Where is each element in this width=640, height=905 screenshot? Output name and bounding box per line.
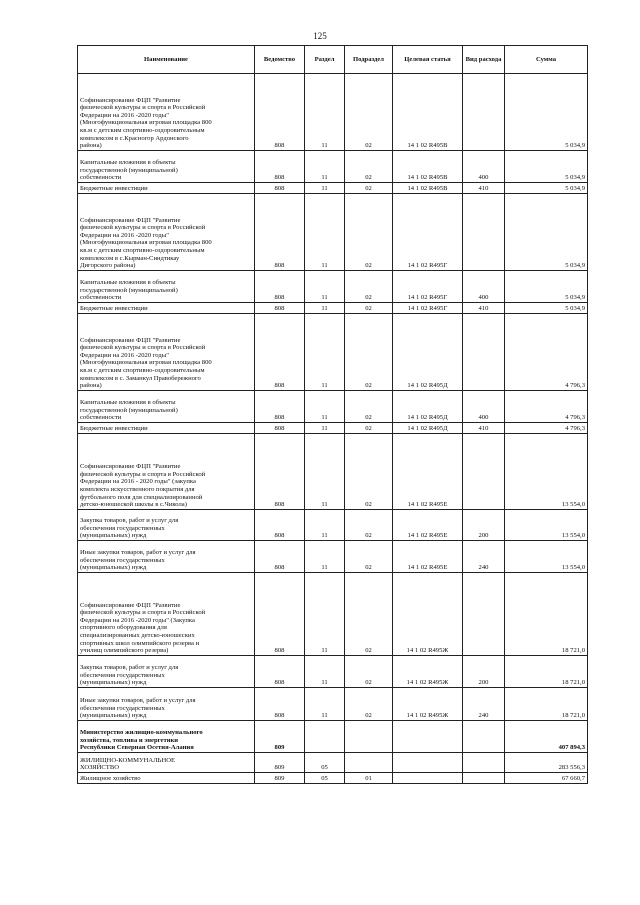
cell-department: 808 xyxy=(255,434,305,510)
cell-section: 11 xyxy=(305,314,345,391)
cell-department: 808 xyxy=(255,183,305,194)
cell-name: Иные закупки товаров, работ и услуг для обеспечения государственных (муниципальных) нужд xyxy=(78,541,255,573)
cell-name: Жилищное хозяйство xyxy=(78,773,255,784)
cell-department: 808 xyxy=(255,303,305,314)
cell-target-article: 14 1 02 R495Е xyxy=(393,510,463,541)
cell-amount: 5 034,9 xyxy=(505,271,588,303)
cell-amount: 13 554,0 xyxy=(505,541,588,573)
cell-section: 11 xyxy=(305,151,345,183)
cell-name: Софинансирование ФЦП "Развитие физической культуры и спорта в Российской Федерации на 2016 -2020 годы" (Многофункциональная игровая площадка 800 кв.м с детским спортивно-оздоровительным комплексом в с.Красногор Ардонского района) xyxy=(78,74,255,151)
header-department: Ведомство xyxy=(255,46,305,74)
cell-subsection: 02 xyxy=(345,688,393,721)
cell-subsection: 02 xyxy=(345,434,393,510)
cell-section: 05 xyxy=(305,753,345,773)
cell-target-article: 14 1 02 R495Ж xyxy=(393,573,463,656)
table-row xyxy=(78,753,588,773)
cell-subsection xyxy=(345,753,393,773)
table-row xyxy=(78,183,588,194)
table-row xyxy=(78,688,588,721)
cell-subsection: 02 xyxy=(345,74,393,151)
cell-section: 11 xyxy=(305,688,345,721)
table-row xyxy=(78,74,588,151)
cell-expense-type: 410 xyxy=(463,423,505,434)
cell-subsection: 02 xyxy=(345,151,393,183)
cell-name: Министерство жилищно-коммунального хозяйства, топлива и энергетики Республики Северная Осетия-Алания xyxy=(78,721,255,753)
cell-amount: 407 894,3 xyxy=(505,721,588,753)
cell-expense-type: 240 xyxy=(463,688,505,721)
cell-section: 11 xyxy=(305,303,345,314)
cell-section: 11 xyxy=(305,194,345,271)
cell-amount: 5 034,9 xyxy=(505,74,588,151)
cell-section: 11 xyxy=(305,423,345,434)
cell-section: 11 xyxy=(305,271,345,303)
cell-amount: 283 556,3 xyxy=(505,753,588,773)
table-row xyxy=(78,541,588,573)
table-row xyxy=(78,423,588,434)
cell-name: Софинансирование ФЦП "Развитие физической культуры и спорта в Российской Федерации на 2016 -2020 годы" (Многофункциональная игровая площадка 800 кв.м с детским спортивно-оздоровительным комплексом в с.Кырман-Синдтикау Дигорского района) xyxy=(78,194,255,271)
table-row xyxy=(78,773,588,784)
cell-section: 11 xyxy=(305,183,345,194)
table-row xyxy=(78,303,588,314)
cell-department: 808 xyxy=(255,656,305,688)
cell-amount: 4 796,3 xyxy=(505,423,588,434)
table-row xyxy=(78,434,588,510)
cell-name: Капитальные вложения в объекты государственной (муниципальной) собственности xyxy=(78,151,255,183)
cell-department: 808 xyxy=(255,314,305,391)
cell-expense-type: 240 xyxy=(463,541,505,573)
cell-name: Софинансирование ФЦП "Развитие физической культуры и спорта в Российской Федерации на 2016 -2020 годы" (Многофункциональная игровая площадка 800 кв.м с детским спортивно-оздоровительным комплексом в с. Заманкул Правобережного района) xyxy=(78,314,255,391)
cell-target-article: 14 1 02 R495Ж xyxy=(393,688,463,721)
cell-department: 808 xyxy=(255,391,305,423)
cell-expense-type: 200 xyxy=(463,510,505,541)
table-row xyxy=(78,271,588,303)
budget-table xyxy=(77,45,588,784)
cell-expense-type xyxy=(463,721,505,753)
cell-amount: 5 034,9 xyxy=(505,151,588,183)
cell-target-article xyxy=(393,773,463,784)
cell-subsection: 02 xyxy=(345,194,393,271)
cell-amount: 5 034,9 xyxy=(505,183,588,194)
cell-target-article: 14 1 02 R495Г xyxy=(393,303,463,314)
table-row xyxy=(78,721,588,753)
cell-department: 809 xyxy=(255,721,305,753)
table-row xyxy=(78,194,588,271)
cell-expense-type: 410 xyxy=(463,183,505,194)
cell-department: 808 xyxy=(255,194,305,271)
cell-name: Софинансирование ФЦП "Развитие физической культуры и спорта в Российской Федерации на 2016 -2020 годы" (Закупка спортивного оборудования для специализированных детско-юношеских спортивных школ олимпийского резерва и училищ олимпийского резерва) xyxy=(78,573,255,656)
cell-section: 11 xyxy=(305,573,345,656)
cell-subsection: 02 xyxy=(345,510,393,541)
table-body xyxy=(78,74,588,784)
header-subsection: Подраздел xyxy=(345,46,393,74)
cell-amount: 4 796,3 xyxy=(505,391,588,423)
cell-amount: 13 554,0 xyxy=(505,510,588,541)
cell-expense-type: 400 xyxy=(463,151,505,183)
cell-section: 11 xyxy=(305,391,345,423)
cell-target-article: 14 1 02 R495Е xyxy=(393,541,463,573)
cell-expense-type xyxy=(463,314,505,391)
cell-amount: 4 796,3 xyxy=(505,314,588,391)
cell-expense-type xyxy=(463,573,505,656)
cell-name: Закупка товаров, работ и услуг для обеспечения государственных (муниципальных) нужд xyxy=(78,510,255,541)
cell-expense-type: 400 xyxy=(463,271,505,303)
cell-expense-type: 410 xyxy=(463,303,505,314)
cell-name: Бюджетные инвестиции xyxy=(78,303,255,314)
cell-name: Капитальные вложения в объекты государственной (муниципальной) собственности xyxy=(78,391,255,423)
cell-amount: 18 721,0 xyxy=(505,573,588,656)
cell-subsection: 02 xyxy=(345,656,393,688)
cell-subsection: 02 xyxy=(345,314,393,391)
table-row xyxy=(78,573,588,656)
cell-subsection: 02 xyxy=(345,573,393,656)
header-target-article: Целевая статья xyxy=(393,46,463,74)
cell-department: 808 xyxy=(255,271,305,303)
cell-department: 809 xyxy=(255,753,305,773)
cell-department: 808 xyxy=(255,151,305,183)
cell-target-article: 14 1 02 R495Ж xyxy=(393,656,463,688)
cell-target-article: 14 1 02 R495Г xyxy=(393,271,463,303)
cell-expense-type xyxy=(463,753,505,773)
cell-section: 11 xyxy=(305,541,345,573)
cell-section: 11 xyxy=(305,510,345,541)
cell-target-article: 14 1 02 R495Д xyxy=(393,391,463,423)
cell-expense-type: 400 xyxy=(463,391,505,423)
cell-subsection: 02 xyxy=(345,541,393,573)
cell-amount: 13 554,0 xyxy=(505,434,588,510)
cell-expense-type xyxy=(463,194,505,271)
cell-department: 808 xyxy=(255,688,305,721)
cell-target-article xyxy=(393,721,463,753)
table-row xyxy=(78,510,588,541)
cell-name: Иные закупки товаров, работ и услуг для обеспечения государственных (муниципальных) нужд xyxy=(78,688,255,721)
cell-expense-type xyxy=(463,773,505,784)
table-row xyxy=(78,151,588,183)
cell-name: Бюджетные инвестиции xyxy=(78,423,255,434)
cell-amount: 18 721,0 xyxy=(505,656,588,688)
cell-subsection: 02 xyxy=(345,391,393,423)
cell-target-article: 14 1 02 R495Г xyxy=(393,194,463,271)
header-name: Наименование xyxy=(78,46,255,74)
cell-target-article: 14 1 02 R495В xyxy=(393,74,463,151)
cell-subsection: 02 xyxy=(345,303,393,314)
table-row xyxy=(78,656,588,688)
cell-name: Софинансирование ФЦП "Развитие физической культуры и спорта в Российской Федерации на 2016 - 2020 годы" (закупка комплекта искусственного покрытия для футбольного поля для специализированной детско-юношеской школы в с.Чикола) xyxy=(78,434,255,510)
cell-expense-type: 200 xyxy=(463,656,505,688)
cell-section: 11 xyxy=(305,656,345,688)
cell-expense-type xyxy=(463,74,505,151)
cell-expense-type xyxy=(463,434,505,510)
cell-subsection xyxy=(345,721,393,753)
cell-department: 808 xyxy=(255,74,305,151)
cell-target-article: 14 1 02 R495Е xyxy=(393,434,463,510)
cell-department: 808 xyxy=(255,541,305,573)
cell-section xyxy=(305,721,345,753)
cell-section: 05 xyxy=(305,773,345,784)
cell-subsection: 02 xyxy=(345,183,393,194)
cell-target-article: 14 1 02 R495Д xyxy=(393,314,463,391)
cell-amount: 5 034,9 xyxy=(505,194,588,271)
cell-amount: 5 034,9 xyxy=(505,303,588,314)
cell-target-article xyxy=(393,753,463,773)
cell-department: 808 xyxy=(255,573,305,656)
table-row xyxy=(78,391,588,423)
cell-name: ЖИЛИЩНО-КОММУНАЛЬНОЕ ХОЗЯЙСТВО xyxy=(78,753,255,773)
cell-name: Закупка товаров, работ и услуг для обеспечения государственных (муниципальных) нужд xyxy=(78,656,255,688)
header-amount: Сумма xyxy=(505,46,588,74)
cell-department: 809 xyxy=(255,773,305,784)
cell-section: 11 xyxy=(305,434,345,510)
cell-name: Капитальные вложения в объекты государственной (муниципальной) собственности xyxy=(78,271,255,303)
cell-amount: 67 660,7 xyxy=(505,773,588,784)
cell-subsection: 02 xyxy=(345,423,393,434)
cell-section: 11 xyxy=(305,74,345,151)
cell-amount: 18 721,0 xyxy=(505,688,588,721)
table-header-row xyxy=(78,46,588,74)
header-expense-type: Вид расхода xyxy=(463,46,505,74)
cell-subsection: 01 xyxy=(345,773,393,784)
cell-target-article: 14 1 02 R495В xyxy=(393,151,463,183)
cell-department: 808 xyxy=(255,510,305,541)
cell-name: Бюджетные инвестиции xyxy=(78,183,255,194)
cell-target-article: 14 1 02 R495Д xyxy=(393,423,463,434)
table-row xyxy=(78,314,588,391)
header-section: Раздел xyxy=(305,46,345,74)
cell-department: 808 xyxy=(255,423,305,434)
page-number: 125 xyxy=(313,31,327,41)
cell-subsection: 02 xyxy=(345,271,393,303)
cell-target-article: 14 1 02 R495В xyxy=(393,183,463,194)
